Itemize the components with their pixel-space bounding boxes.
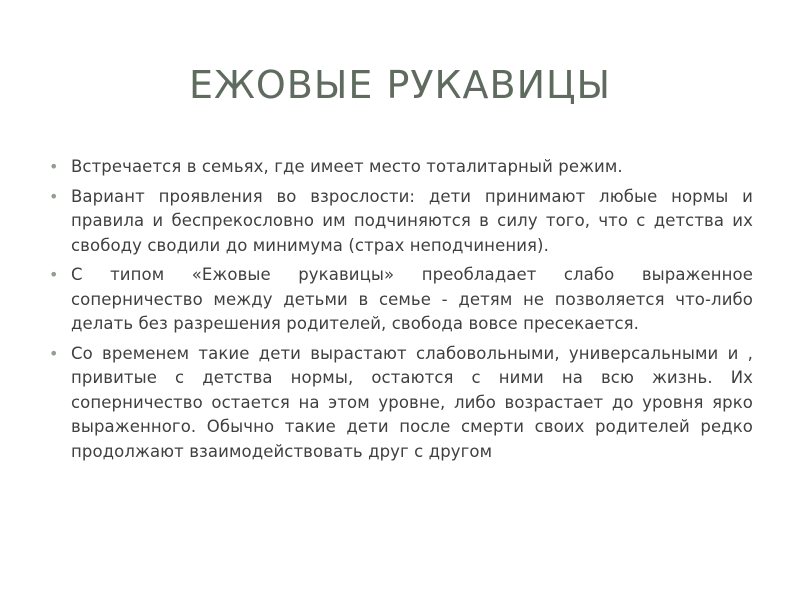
bullet-item xyxy=(47,155,753,180)
bullet-list xyxy=(47,155,753,469)
bullet-text: Встречается в семьях, где имеет место тоталитарный режим. xyxy=(71,157,623,176)
bullet-item xyxy=(47,185,753,259)
bullet-text: Вариант проявления во взрослости: дети принимают любые нормы и правила и беспрекословно им подчиняются в силу того, что с детства их свободу сводили до минимума (страх неподчинения). xyxy=(71,186,753,255)
bullet-item xyxy=(47,342,753,465)
bullet-text: Со временем такие дети вырастают слабовольными, универсальными и , привитые с детства нормы, остаются с ними на всю жизнь. Их соперничество остается на этом уровне, либо возрастает до уровня ярко выраженного. Обычно такие дети после смерти своих родителей редко продолжают взаимодействовать друг с другом xyxy=(71,343,753,461)
bullet-dot-icon: • xyxy=(49,186,59,206)
bullet-dot-icon: • xyxy=(49,265,59,284)
bullet-dot-icon: • xyxy=(49,343,59,363)
bullet-item xyxy=(47,263,753,337)
bullet-text: С типом «Ежовые рукавицы» преобладает слабо выраженное соперничество между детьми в семье - детям не позволяется что-либо делать без разрешения родителей, свобода вовсе пресекается. xyxy=(71,265,753,333)
slide-title: ЕЖОВЫЕ РУКАВИЦЫ xyxy=(188,63,612,107)
bullet-dot-icon: • xyxy=(49,157,59,176)
